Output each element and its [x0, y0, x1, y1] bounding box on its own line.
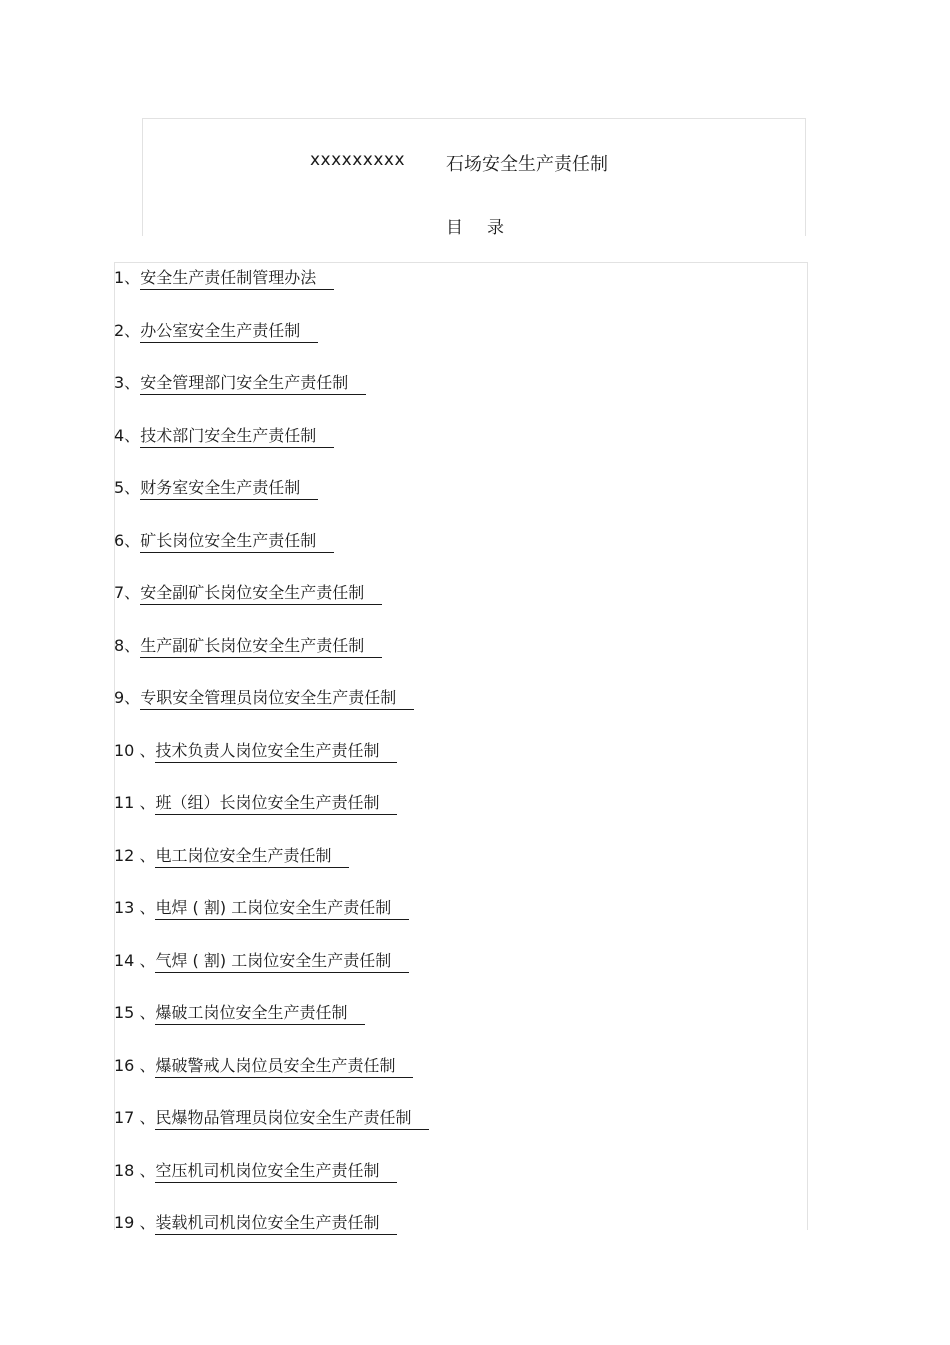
toc-item[interactable] [114, 265, 334, 289]
toc-item[interactable] [114, 1105, 429, 1129]
toc-item-title[interactable]: 生产副矿长岗位安全生产责任制 [140, 633, 382, 658]
document-title: 石场安全生产责任制 [446, 154, 608, 175]
toc-item[interactable] [114, 423, 334, 447]
toc-item-number: 5、 [114, 478, 141, 497]
toc-item[interactable] [114, 528, 334, 552]
toc-item-number: 2、 [114, 321, 141, 340]
toc-item[interactable] [114, 738, 397, 762]
toc-item-number: 10 、 [114, 741, 156, 760]
toc-item[interactable] [114, 948, 409, 972]
toc-item-title[interactable]: 爆破工岗位安全生产责任制 [155, 1000, 365, 1025]
toc-item-title[interactable]: 技术部门安全生产责任制 [140, 423, 334, 448]
toc-item[interactable] [114, 1053, 413, 1077]
toc-item[interactable] [114, 580, 382, 604]
company-name: xxxxxxxxx [310, 150, 406, 170]
toc-item-title[interactable]: 电焊 ( 割) 工岗位安全生产责任制 [155, 895, 409, 920]
toc-item-number: 13 、 [114, 898, 156, 917]
toc-item-number: 4、 [114, 426, 141, 445]
toc-item-number: 6、 [114, 531, 141, 550]
toc-item-number: 19 、 [114, 1213, 156, 1232]
toc-item-title[interactable]: 爆破警戒人岗位员安全生产责任制 [155, 1053, 413, 1078]
toc-item-number: 7、 [114, 583, 141, 602]
toc-item[interactable] [114, 895, 409, 919]
toc-item-number: 9、 [114, 688, 141, 707]
toc-item[interactable] [114, 843, 349, 867]
toc-item-title[interactable]: 安全副矿长岗位安全生产责任制 [140, 580, 382, 605]
toc-item[interactable] [114, 1158, 397, 1182]
toc-item-title[interactable]: 安全管理部门安全生产责任制 [140, 370, 366, 395]
toc-item-number: 14 、 [114, 951, 156, 970]
toc-item-number: 17 、 [114, 1108, 156, 1127]
toc-item-number: 11 、 [114, 793, 156, 812]
toc-item[interactable] [114, 318, 318, 342]
toc-item[interactable] [114, 370, 366, 394]
toc-heading: 目录 [446, 218, 528, 238]
toc-item-number: 3、 [114, 373, 141, 392]
toc-item-title[interactable]: 电工岗位安全生产责任制 [155, 843, 349, 868]
toc-item-number: 12 、 [114, 846, 156, 865]
toc-item[interactable] [114, 475, 318, 499]
toc-item-title[interactable]: 装载机司机岗位安全生产责任制 [155, 1210, 397, 1235]
toc-item-title[interactable]: 空压机司机岗位安全生产责任制 [155, 1158, 397, 1183]
toc-item-title[interactable]: 财务室安全生产责任制 [140, 475, 318, 500]
toc-item[interactable] [114, 790, 397, 814]
toc-item[interactable] [114, 633, 382, 657]
toc-item[interactable] [114, 1000, 365, 1024]
toc-item-title[interactable]: 专职安全管理员岗位安全生产责任制 [140, 685, 414, 710]
toc-item-number: 8、 [114, 636, 141, 655]
toc-item-title[interactable]: 班（组）长岗位安全生产责任制 [155, 790, 397, 815]
toc-item-number: 16 、 [114, 1056, 156, 1075]
toc-item-title[interactable]: 气焊 ( 割) 工岗位安全生产责任制 [155, 948, 409, 973]
toc-item-number: 15 、 [114, 1003, 156, 1022]
toc-item-title[interactable]: 技术负责人岗位安全生产责任制 [155, 738, 397, 763]
toc-item-title[interactable]: 矿长岗位安全生产责任制 [140, 528, 334, 553]
toc-item[interactable] [114, 1210, 397, 1234]
toc-item-title[interactable]: 安全生产责任制管理办法 [140, 265, 334, 290]
toc-item[interactable] [114, 685, 414, 709]
toc-item-title[interactable]: 办公室安全生产责任制 [140, 318, 318, 343]
toc-item-number: 1、 [114, 268, 141, 287]
toc-item-title[interactable]: 民爆物品管理员岗位安全生产责任制 [155, 1105, 429, 1130]
toc-item-number: 18 、 [114, 1161, 156, 1180]
